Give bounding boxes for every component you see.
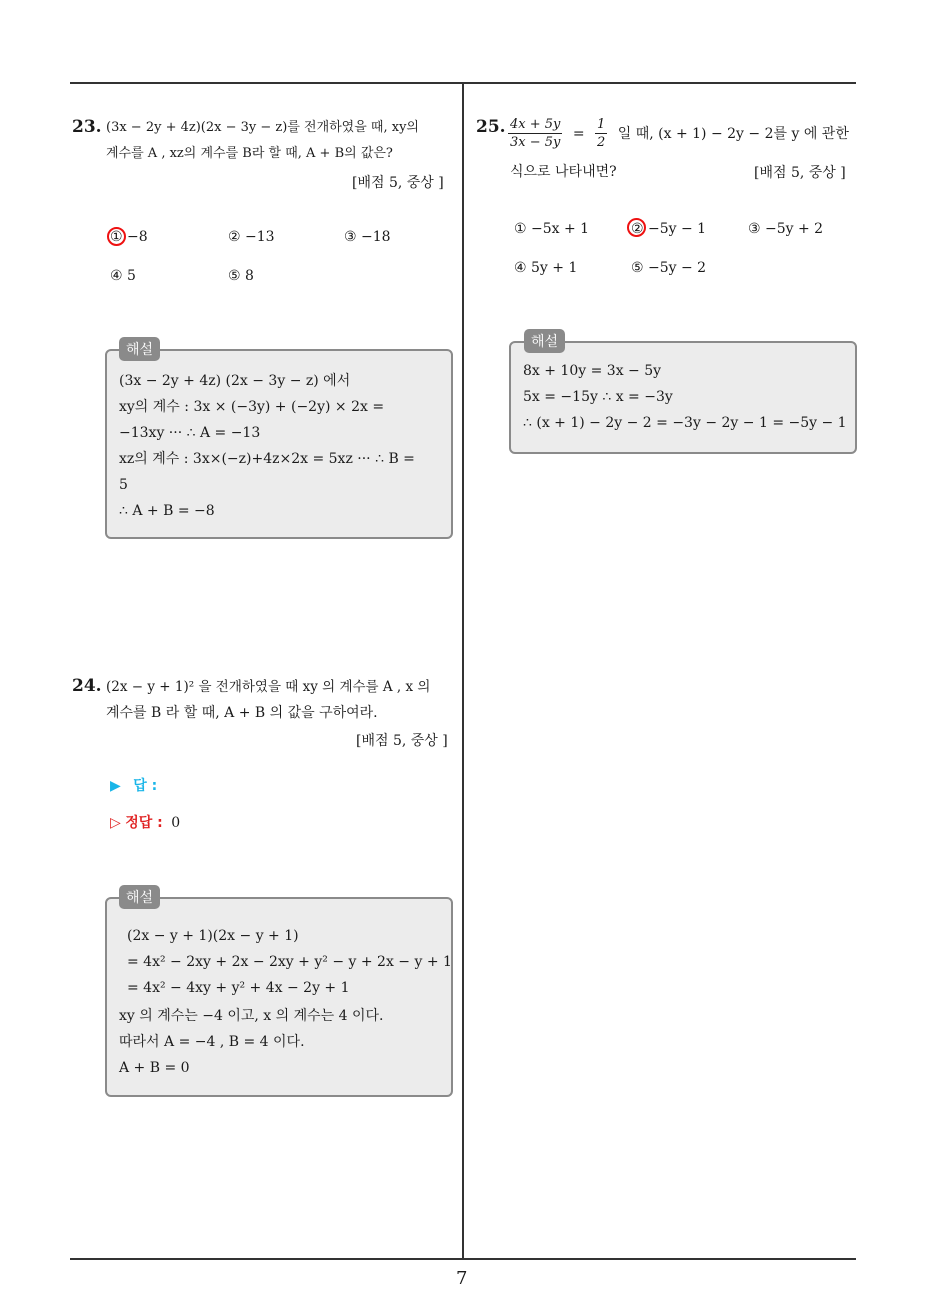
explanation-line: xy 의 계수는 −4 이고, x 의 계수는 4 이다. (119, 1008, 384, 1024)
explanation-box (105, 897, 453, 1097)
question-number: 23. (72, 117, 102, 137)
score-label: [배점 5, 중상 ] (352, 175, 444, 191)
correct-marker-icon: ▷ (110, 815, 121, 831)
column-divider (462, 82, 464, 1259)
choice-2[interactable]: ② −13 (228, 229, 275, 245)
question-number: 24. (72, 676, 102, 696)
choice-5[interactable]: ⑤ 8 (228, 268, 254, 284)
answer-marker-icon: ▶ (110, 778, 121, 794)
half-denominator: 2 (597, 135, 606, 150)
explanation-line: 8x + 10y = 3x − 5y (523, 363, 662, 379)
score-label: [배점 5, 중상 ] (356, 733, 448, 749)
correct-answer-row (110, 812, 180, 832)
explanation-box (105, 349, 453, 539)
fraction-denominator: 3x − 5y (510, 135, 561, 150)
choice-1[interactable]: ① −5x + 1 (514, 221, 590, 237)
correct-answer-label: 정답 : (125, 815, 163, 831)
answer-label: 답 : (133, 778, 158, 794)
choice-4[interactable]: ④ 5y + 1 (514, 260, 578, 276)
question-number: 25. (476, 117, 506, 137)
explanation-line: = 4x² − 2xy + 2x − 2xy + y² − y + 2x − y + 1 (127, 954, 452, 970)
question-text-line-2: 계수를 B 라 할 때, A + B 의 값을 구하여라. (106, 705, 378, 721)
explanation-tab: 해설 (119, 337, 160, 361)
answer-row (110, 775, 157, 795)
explanation-line: ∴ (x + 1) − 2y − 2 = −3y − 2y − 1 = −5y − 1 (523, 415, 847, 431)
choice-1[interactable]: ① −8 (110, 229, 148, 245)
explanation-line: −13xy ··· ∴ A = −13 (119, 425, 261, 441)
bottom-rule (70, 1258, 856, 1260)
explanation-line: (2x − y + 1)(2x − y + 1) (127, 928, 299, 944)
explanation-line: xz의 계수 : 3x×(−z)+4z×2x = 5xz ··· ∴ B = (119, 451, 415, 467)
question-text-line-1: (3x − 2y + 4z)(2x − 3y − z)를 전개하였을 때, xy의 (106, 120, 419, 135)
explanation-box (509, 341, 857, 454)
equals-sign: = (572, 125, 585, 142)
explanation-line: ∴ A + B = −8 (119, 503, 215, 519)
explanation-line: (3x − 2y + 4z) (2x − 3y − z) 에서 (119, 373, 351, 389)
explanation-tab: 해설 (119, 885, 160, 909)
explanation-tab: 해설 (524, 329, 565, 353)
explanation-line: 5x = −15y ∴ x = −3y (523, 389, 673, 405)
explanation-line: A + B = 0 (119, 1060, 190, 1076)
half-fraction (595, 116, 607, 151)
page-number: 7 (456, 1268, 468, 1289)
score-label: [배점 5, 중상 ] (754, 165, 846, 181)
half-numerator: 1 (597, 117, 606, 132)
question-text-line-1 (508, 116, 849, 151)
question-text-line-2: 계수를 A , xz의 계수를 B라 할 때, A + B의 값은? (106, 146, 393, 161)
correct-answer-value: 0 (171, 815, 181, 831)
choice-4[interactable]: ④ 5 (110, 268, 136, 284)
choice-3[interactable]: ③ −5y + 2 (748, 221, 824, 237)
explanation-line: = 4x² − 4xy + y² + 4x − 2y + 1 (127, 980, 350, 996)
choice-5[interactable]: ⑤ −5y − 2 (631, 260, 707, 276)
choice-3[interactable]: ③ −18 (344, 229, 391, 245)
fraction-expression (508, 116, 562, 151)
choice-2[interactable]: ② −5y − 1 (631, 221, 707, 237)
question-text-rest: 일 때, (x + 1) − 2y − 2를 y 에 관한 (617, 125, 849, 142)
fraction-numerator: 4x + 5y (510, 117, 561, 132)
explanation-line: 5 (119, 477, 128, 493)
question-text-line-1: (2x − y + 1)² 을 전개하였을 때 xy 의 계수를 A , x 의 (106, 679, 431, 695)
explanation-line: 따라서 A = −4 , B = 4 이다. (119, 1034, 305, 1050)
explanation-line: xy의 계수 : 3x × (−3y) + (−2y) × 2x = (119, 399, 385, 415)
question-text-line-2: 식으로 나타내면? (510, 164, 617, 180)
